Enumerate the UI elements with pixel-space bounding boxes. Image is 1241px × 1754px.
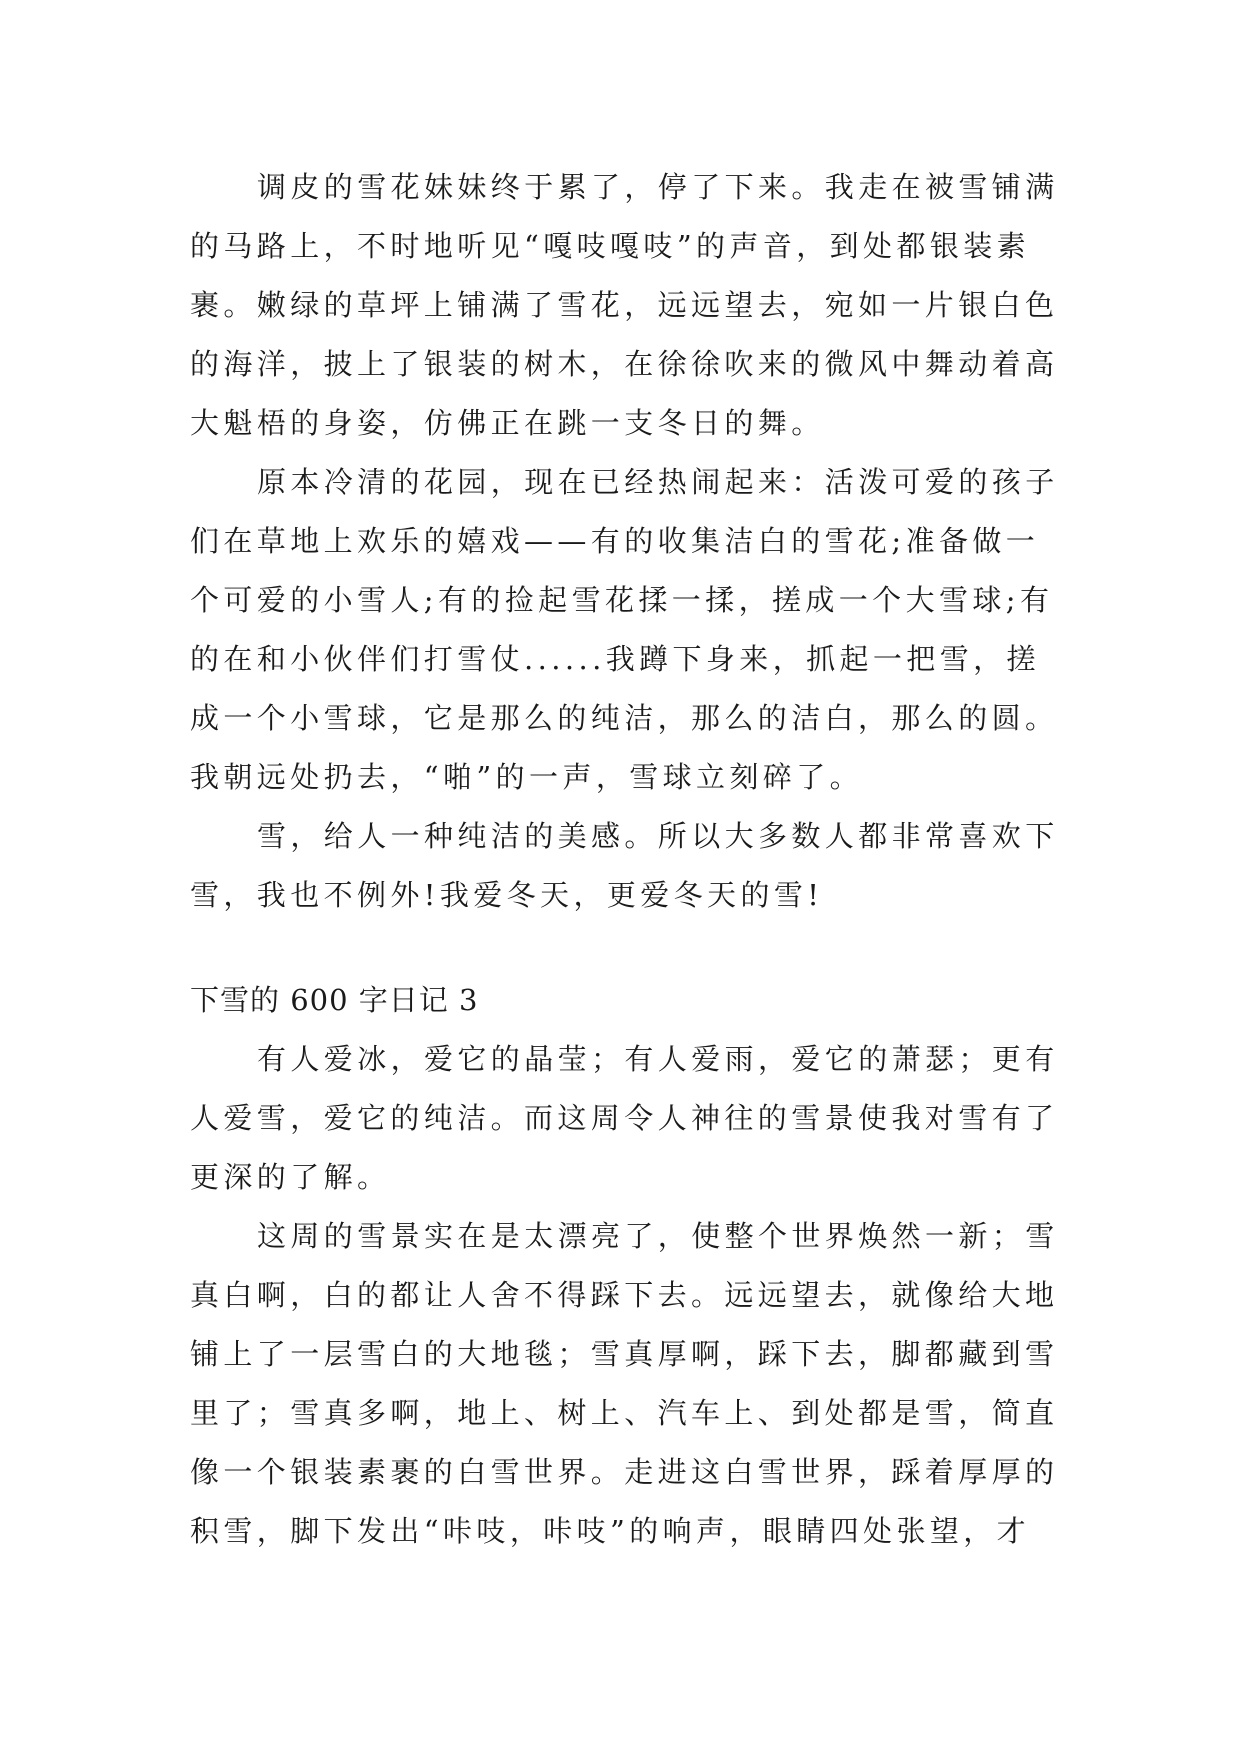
paragraph-snow-stopped	[190, 158, 1065, 453]
text-line: 的马路上，不时地听见“嘎吱嘎吱”的声音，到处都银装素	[190, 229, 1031, 263]
text-line: 大魁梧的身姿，仿佛正在跳一支冬日的舞。	[190, 406, 825, 440]
paragraph-love-snow	[190, 807, 1065, 925]
text-line: 的在和小伙伴们打雪仗......我蹲下身来，抓起一把雪，搓	[190, 642, 1040, 676]
text-line: 像一个银装素裹的白雪世界。走进这白雪世界，踩着厚厚的	[190, 1455, 1059, 1489]
text-line: 这周的雪景实在是太漂亮了，使整个世界焕然一新；雪	[257, 1219, 1059, 1253]
text-line: 里了；雪真多啊，地上、树上、汽车上、到处都是雪，简直	[190, 1396, 1059, 1430]
section-heading: 下雪的 600 字日记 3	[190, 983, 479, 1017]
paragraph-garden	[190, 453, 1065, 807]
document-body	[190, 158, 1065, 1561]
text-line: 原本冷清的花园，现在已经热闹起来：活泼可爱的孩子	[257, 465, 1059, 499]
text-line: 铺上了一层雪白的大地毯；雪真厚啊，踩下去，脚都藏到雪	[190, 1337, 1059, 1371]
text-line: 裹。嫩绿的草坪上铺满了雪花，远远望去，宛如一片银白色	[190, 288, 1059, 322]
text-line: 调皮的雪花妹妹终于累了，停了下来。我走在被雪铺满	[257, 170, 1059, 204]
text-line: 人爱雪，爱它的纯洁。而这周令人神往的雪景使我对雪有了	[190, 1101, 1059, 1135]
paragraph-ice-rain-snow	[190, 1030, 1065, 1207]
text-line: 雪，我也不例外!我爱冬天，更爱冬天的雪!	[190, 878, 824, 912]
text-line: 雪，给人一种纯洁的美感。所以大多数人都非常喜欢下	[257, 819, 1059, 853]
text-line: 们在草地上欢乐的嬉戏——有的收集洁白的雪花;准备做一	[190, 524, 1040, 558]
text-line: 我朝远处扔去，“啪”的一声，雪球立刻碎了。	[190, 760, 864, 794]
text-line: 有人爱冰，爱它的晶莹；有人爱雨，爱它的萧瑟；更有	[257, 1042, 1059, 1076]
paragraph-snow-scene	[190, 1207, 1065, 1561]
text-line: 的海洋，披上了银装的树木，在徐徐吹来的微风中舞动着高	[190, 347, 1059, 381]
text-line: 成一个小雪球，它是那么的纯洁，那么的洁白，那么的圆。	[190, 701, 1059, 735]
text-line: 个可爱的小雪人;有的捡起雪花揉一揉，搓成一个大雪球;有	[190, 583, 1054, 617]
text-line: 更深的了解。	[190, 1160, 391, 1194]
text-line: 积雪，脚下发出“咔吱，咔吱”的响声，眼睛四处张望，才	[190, 1514, 1031, 1548]
text-line: 真白啊，白的都让人舍不得踩下去。远远望去，就像给大地	[190, 1278, 1059, 1312]
